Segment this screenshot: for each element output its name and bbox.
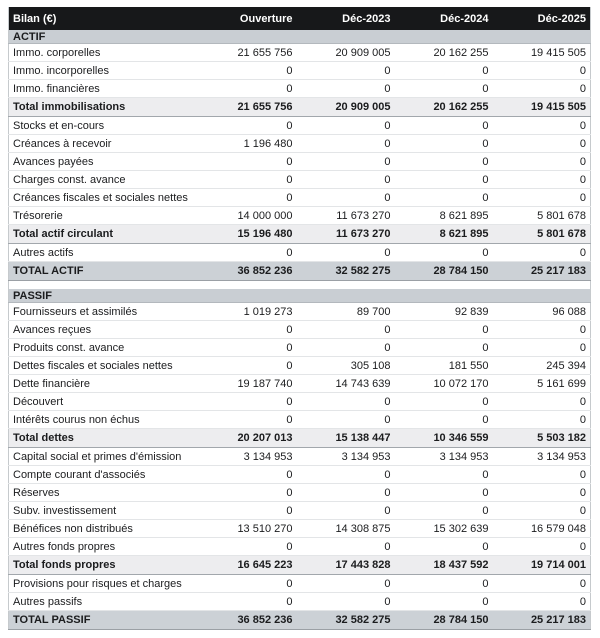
row-label: Créances à recevoir	[9, 135, 199, 153]
row-value: 5 161 699	[493, 375, 591, 393]
row-value: 0	[395, 117, 493, 135]
row-value: 0	[297, 484, 395, 502]
row-value: 36 852 236	[199, 262, 297, 281]
row-value: 10 346 559	[395, 429, 493, 448]
row-value: 0	[199, 411, 297, 429]
row-value: 32 582 275	[297, 262, 395, 281]
row-value: 0	[199, 117, 297, 135]
table-row	[9, 171, 591, 189]
table-row	[9, 375, 591, 393]
row-value: 36 852 236	[199, 611, 297, 630]
row-value: 0	[395, 466, 493, 484]
row-value: 14 743 639	[297, 375, 395, 393]
row-value: 0	[395, 593, 493, 611]
row-value: 15 138 447	[297, 429, 395, 448]
row-value: 305 108	[297, 357, 395, 375]
row-value: 92 839	[395, 303, 493, 321]
row-value: 0	[199, 466, 297, 484]
row-value: 20 162 255	[395, 44, 493, 62]
row-value: 19 415 505	[493, 98, 591, 117]
row-value: 20 162 255	[395, 98, 493, 117]
row-label: Total actif circulant	[9, 225, 199, 244]
row-value: 0	[395, 339, 493, 357]
row-label: Bénéfices non distribués	[9, 520, 199, 538]
row-value: 0	[297, 411, 395, 429]
row-value: 8 621 895	[395, 207, 493, 225]
table-row	[9, 321, 591, 339]
row-value: 0	[493, 153, 591, 171]
row-value: 20 909 005	[297, 98, 395, 117]
row-value: 16 645 223	[199, 556, 297, 575]
row-value: 0	[297, 135, 395, 153]
row-value: 0	[199, 321, 297, 339]
table-row	[9, 117, 591, 135]
row-value: 0	[493, 411, 591, 429]
row-value: 0	[493, 135, 591, 153]
header-cell-period-2: Déc-2023	[297, 7, 395, 30]
row-value: 0	[395, 411, 493, 429]
row-value: 5 801 678	[493, 207, 591, 225]
row-label: Total dettes	[9, 429, 199, 448]
row-label: Fournisseurs et assimilés	[9, 303, 199, 321]
row-label: Réserves	[9, 484, 199, 502]
row-label: Immo. corporelles	[9, 44, 199, 62]
row-value: 13 510 270	[199, 520, 297, 538]
section-header-passif	[9, 289, 591, 303]
row-value: 10 072 170	[395, 375, 493, 393]
table-body	[9, 30, 591, 630]
table-row	[9, 189, 591, 207]
row-value: 0	[493, 466, 591, 484]
row-value: 14 308 875	[297, 520, 395, 538]
row-value: 0	[493, 244, 591, 262]
row-value: 0	[297, 80, 395, 98]
row-value: 0	[297, 62, 395, 80]
row-value: 19 415 505	[493, 44, 591, 62]
row-value: 15 302 639	[395, 520, 493, 538]
row-label: TOTAL ACTIF	[9, 262, 199, 281]
table-row	[9, 575, 591, 593]
row-value: 0	[395, 502, 493, 520]
row-label: Provisions pour risques et charges	[9, 575, 199, 593]
row-value: 0	[493, 117, 591, 135]
row-value: 0	[493, 593, 591, 611]
row-value: 19 714 001	[493, 556, 591, 575]
row-value: 0	[199, 339, 297, 357]
row-value: 5 801 678	[493, 225, 591, 244]
table-row	[9, 153, 591, 171]
table-row	[9, 262, 591, 281]
table-row	[9, 80, 591, 98]
row-value: 0	[297, 538, 395, 556]
row-value: 0	[297, 321, 395, 339]
row-value: 0	[395, 153, 493, 171]
table-row	[9, 357, 591, 375]
row-value: 25 217 183	[493, 262, 591, 281]
row-value: 5 503 182	[493, 429, 591, 448]
table-row	[9, 593, 591, 611]
row-value: 0	[493, 80, 591, 98]
row-value: 17 443 828	[297, 556, 395, 575]
table-row	[9, 62, 591, 80]
row-value: 15 196 480	[199, 225, 297, 244]
row-value: 0	[493, 171, 591, 189]
row-value: 1 196 480	[199, 135, 297, 153]
row-value: 0	[493, 502, 591, 520]
row-value: 21 655 756	[199, 98, 297, 117]
row-value: 32 582 275	[297, 611, 395, 630]
row-value: 16 579 048	[493, 520, 591, 538]
row-value: 0	[199, 502, 297, 520]
row-label: Stocks et en-cours	[9, 117, 199, 135]
table-row	[9, 303, 591, 321]
row-label: TOTAL PASSIF	[9, 611, 199, 630]
row-value: 11 673 270	[297, 207, 395, 225]
row-value: 0	[199, 484, 297, 502]
row-value: 0	[395, 321, 493, 339]
table-header	[9, 7, 591, 30]
row-value: 0	[493, 321, 591, 339]
row-value: 0	[199, 575, 297, 593]
row-value: 3 134 953	[297, 448, 395, 466]
row-value: 0	[395, 189, 493, 207]
row-value: 21 655 756	[199, 44, 297, 62]
row-value: 181 550	[395, 357, 493, 375]
table-row	[9, 484, 591, 502]
row-value: 0	[199, 538, 297, 556]
row-value: 0	[493, 538, 591, 556]
row-value: 0	[199, 593, 297, 611]
row-value: 89 700	[297, 303, 395, 321]
row-label: Dettes fiscales et sociales nettes	[9, 357, 199, 375]
row-value: 14 000 000	[199, 207, 297, 225]
header-cell-period-4: Déc-2025	[493, 7, 591, 30]
header-row	[9, 7, 591, 30]
row-label: Total immobilisations	[9, 98, 199, 117]
row-value: 0	[199, 244, 297, 262]
table-row	[9, 225, 591, 244]
row-value: 25 217 183	[493, 611, 591, 630]
row-value: 0	[493, 62, 591, 80]
section-title: PASSIF	[9, 289, 591, 303]
row-value: 0	[395, 538, 493, 556]
row-label: Dette financière	[9, 375, 199, 393]
row-value: 0	[395, 135, 493, 153]
table-row	[9, 611, 591, 630]
row-value: 0	[199, 357, 297, 375]
row-value: 0	[297, 153, 395, 171]
row-label: Compte courant d'associés	[9, 466, 199, 484]
table-row	[9, 429, 591, 448]
row-value: 0	[297, 171, 395, 189]
table-row	[9, 207, 591, 225]
row-value: 0	[395, 62, 493, 80]
row-value: 11 673 270	[297, 225, 395, 244]
row-label: Autres passifs	[9, 593, 199, 611]
row-value: 28 784 150	[395, 262, 493, 281]
row-value: 0	[297, 244, 395, 262]
row-value: 19 187 740	[199, 375, 297, 393]
row-value: 0	[395, 171, 493, 189]
row-label: Trésorerie	[9, 207, 199, 225]
row-value: 0	[199, 393, 297, 411]
row-value: 0	[297, 502, 395, 520]
row-value: 0	[493, 189, 591, 207]
section-title: ACTIF	[9, 30, 591, 44]
row-value: 0	[493, 484, 591, 502]
row-value: 245 394	[493, 357, 591, 375]
table-row	[9, 520, 591, 538]
row-value: 8 621 895	[395, 225, 493, 244]
row-label: Produits const. avance	[9, 339, 199, 357]
row-value: 0	[199, 62, 297, 80]
row-value: 0	[493, 339, 591, 357]
row-value: 0	[395, 244, 493, 262]
row-value: 0	[493, 575, 591, 593]
row-value: 0	[297, 466, 395, 484]
row-label: Charges const. avance	[9, 171, 199, 189]
row-label: Avances payées	[9, 153, 199, 171]
row-label: Immo. financières	[9, 80, 199, 98]
table-row	[9, 44, 591, 62]
row-value: 0	[297, 393, 395, 411]
table-row	[9, 135, 591, 153]
row-label: Intérêts courus non échus	[9, 411, 199, 429]
table-row	[9, 556, 591, 575]
row-value: 0	[199, 171, 297, 189]
row-value: 20 207 013	[199, 429, 297, 448]
row-value: 28 784 150	[395, 611, 493, 630]
row-label: Avances reçues	[9, 321, 199, 339]
row-label: Autres actifs	[9, 244, 199, 262]
row-label: Autres fonds propres	[9, 538, 199, 556]
section-spacer	[9, 281, 591, 290]
table-row	[9, 339, 591, 357]
row-value: 0	[199, 153, 297, 171]
row-label: Total fonds propres	[9, 556, 199, 575]
row-value: 0	[297, 117, 395, 135]
row-value: 0	[297, 339, 395, 357]
section-header-actif	[9, 30, 591, 44]
row-value: 0	[199, 80, 297, 98]
row-value: 0	[199, 189, 297, 207]
row-value: 18 437 592	[395, 556, 493, 575]
row-value: 0	[395, 484, 493, 502]
table-row	[9, 98, 591, 117]
row-value: 3 134 953	[199, 448, 297, 466]
row-value: 0	[395, 80, 493, 98]
row-value: 0	[395, 393, 493, 411]
table-row	[9, 502, 591, 520]
row-value: 0	[297, 575, 395, 593]
row-value: 0	[297, 189, 395, 207]
balance-sheet-table	[8, 7, 591, 630]
row-value: 1 019 273	[199, 303, 297, 321]
row-label: Capital social et primes d'émission	[9, 448, 199, 466]
row-value: 0	[395, 575, 493, 593]
row-value: 20 909 005	[297, 44, 395, 62]
header-cell-period-3: Déc-2024	[395, 7, 493, 30]
table-row	[9, 411, 591, 429]
header-cell-period-1: Ouverture	[199, 7, 297, 30]
table-row	[9, 244, 591, 262]
table-row	[9, 448, 591, 466]
table-row	[9, 393, 591, 411]
row-label: Découvert	[9, 393, 199, 411]
table-row	[9, 466, 591, 484]
row-value: 3 134 953	[395, 448, 493, 466]
row-label: Subv. investissement	[9, 502, 199, 520]
row-label: Immo. incorporelles	[9, 62, 199, 80]
header-cell-label: Bilan (€)	[9, 7, 199, 30]
row-label: Créances fiscales et sociales nettes	[9, 189, 199, 207]
row-value: 0	[493, 393, 591, 411]
row-value: 3 134 953	[493, 448, 591, 466]
table-row	[9, 538, 591, 556]
row-value: 96 088	[493, 303, 591, 321]
row-value: 0	[297, 593, 395, 611]
